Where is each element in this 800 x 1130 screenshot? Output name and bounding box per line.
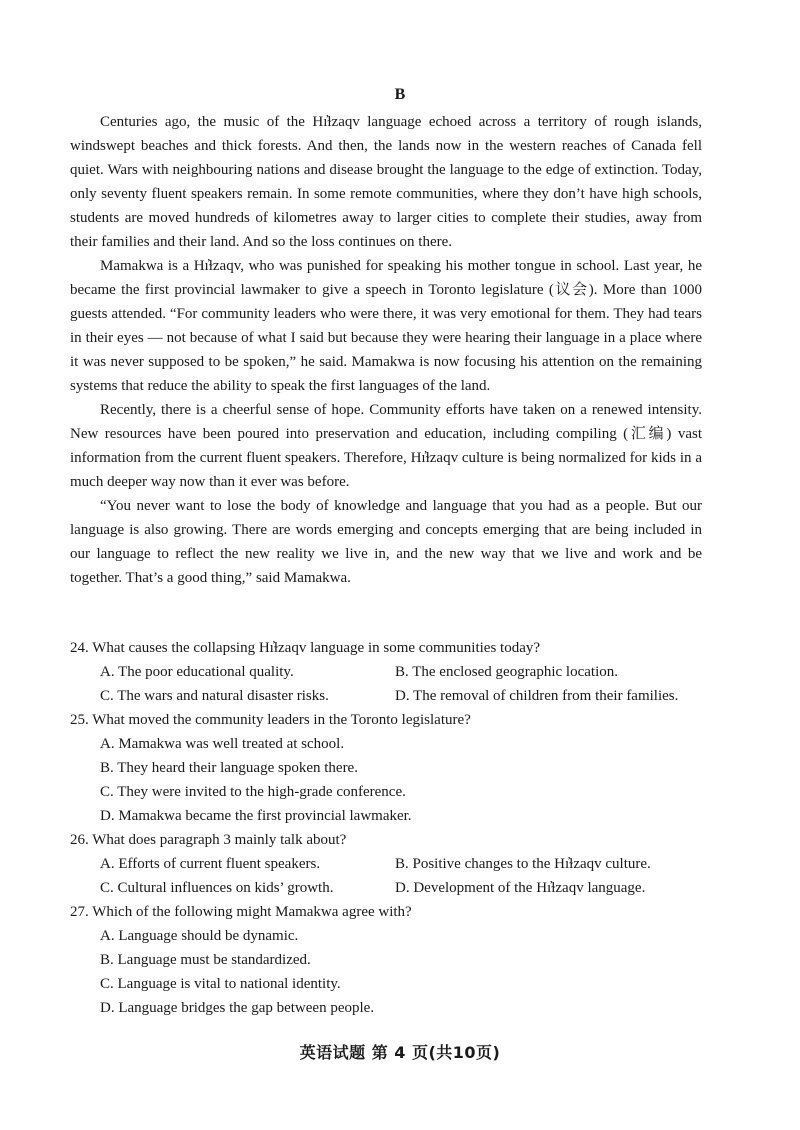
question-27 — [70, 900, 710, 1020]
passage-paragraph-2: Mamakwa is a Hı̓ɫzaqv, who was punished for speaking his mother tongue in school. Last year, he became the first provincial lawmaker to give a speech in Toronto legislature (议会). More than 1000 guests attended. “For community leaders who were there, it was very emotional for them. They had tears in their eyes — not because of what I said but because they were hearing their language in a place where it was never supposed to be spoken,” he said. Mamakwa is now focusing his attention on the remaining systems that reduce the ability to speak the first languages of the land. — [70, 258, 702, 394]
option-b: B. They heard their language spoken there. — [100, 760, 358, 776]
option-d: D. The removal of children from their families. — [395, 688, 679, 704]
option-d: D. Development of the Hı̓ɫzaqv language. — [395, 880, 646, 896]
passage-paragraph-4: “You never want to lose the body of knowledge and language that you had as a people. But our language is also growing. There are words emerging and concepts emerging that are being included in our language to reflect the new reality we live in, and the new way that we live and work and be together. That’s a good thing,” said Mamakwa. — [70, 498, 702, 586]
reading-passage — [70, 110, 702, 590]
option-b: B. Language must be standardized. — [100, 952, 311, 968]
option-b: B. Positive changes to the Hı̓ɫzaqv culture. — [395, 856, 651, 872]
option-c: C. Cultural influences on kids’ growth. — [100, 880, 334, 896]
option-a: A. The poor educational quality. — [100, 664, 294, 680]
passage-paragraph-1: Centuries ago, the music of the Hı̓ɫzaqv language echoed across a territory of rough islands, windswept beaches and thick forests. And then, the lands now in the western reaches of Canada fell quiet. Wars with neighbouring nations and disease brought the language to the edge of extinction. Today, only seventy fluent speakers remain. In some remote communities, where they don’t have high schools, students are moved hundreds of kilometres away to larger cities to complete their studies, away from their families and their land. And so the loss continues on there. — [70, 114, 702, 250]
page-footer: 英语试题 第 4 页(共10页) — [299, 1043, 501, 1062]
section-title: B — [394, 86, 406, 103]
option-d: D. Language bridges the gap between people. — [100, 1000, 375, 1016]
question-stem: 24. What causes the collapsing Hı̓ɫzaqv language in some communities today? — [70, 640, 541, 656]
option-a: A. Mamakwa was well treated at school. — [100, 736, 345, 752]
option-c: C. Language is vital to national identity. — [100, 976, 341, 992]
option-a: A. Efforts of current fluent speakers. — [100, 856, 321, 872]
option-c: C. The wars and natural disaster risks. — [100, 688, 329, 704]
passage-paragraph-3: Recently, there is a cheerful sense of hope. Community efforts have taken on a renewed intensity. New resources have been poured into preservation and education, including compiling (汇编) vast information from the current fluent speakers. Therefore, Hı̓ɫzaqv culture is being normalized for kids in a much deeper way now than it ever was before. — [70, 402, 702, 490]
option-a: A. Language should be dynamic. — [100, 928, 299, 944]
option-c: C. They were invited to the high-grade conference. — [100, 784, 406, 800]
question-24 — [70, 636, 710, 708]
option-d: D. Mamakwa became the first provincial lawmaker. — [100, 808, 412, 824]
question-stem: 25. What moved the community leaders in the Toronto legislature? — [70, 712, 471, 728]
question-list — [70, 636, 710, 1020]
question-25 — [70, 708, 710, 828]
question-26 — [70, 828, 710, 900]
option-b: B. The enclosed geographic location. — [395, 664, 618, 680]
question-stem: 27. Which of the following might Mamakwa agree with? — [70, 904, 412, 920]
question-stem: 26. What does paragraph 3 mainly talk about? — [70, 832, 347, 848]
